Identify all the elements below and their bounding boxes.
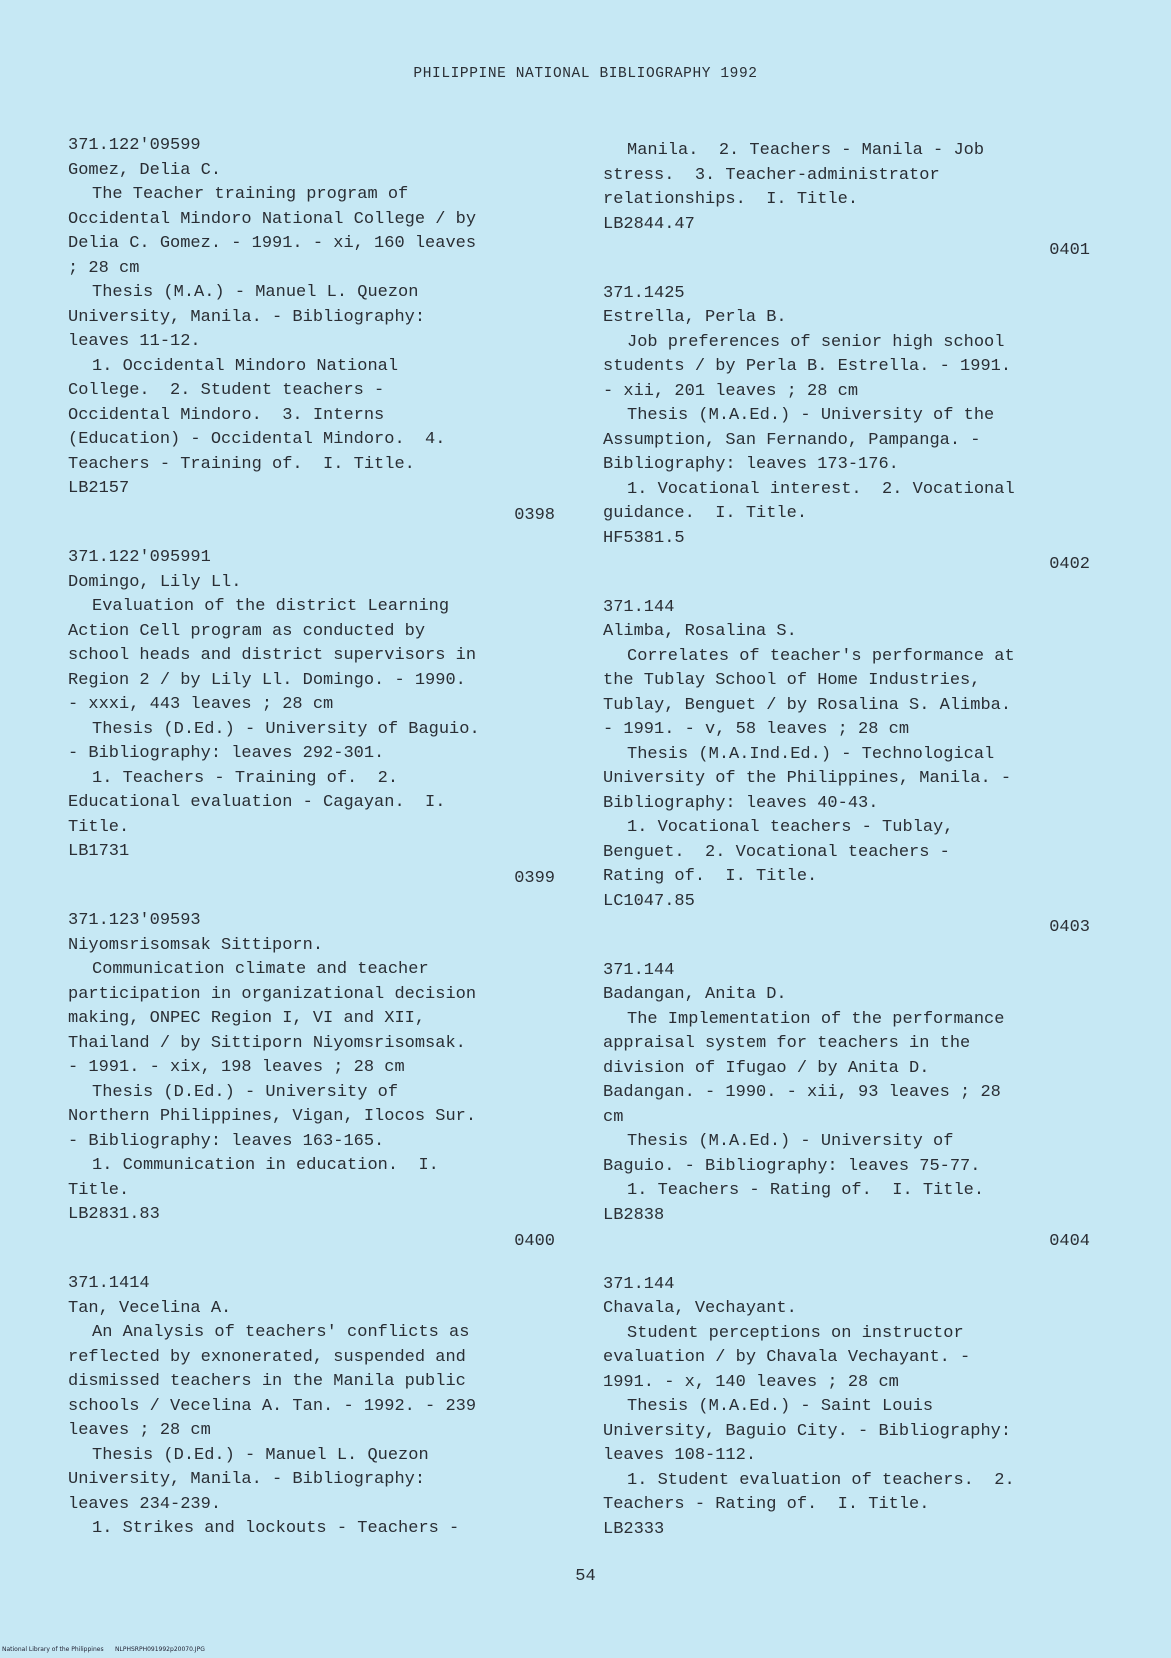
note-line: Thesis (M.A.Ed.) - University of the	[627, 406, 995, 425]
entry-number: 0398	[514, 505, 555, 525]
class-number: 371.144	[603, 1274, 675, 1294]
subject-line: Benguet. 2. Vocational teachers -	[603, 842, 950, 862]
subject-line: 1. Occidental Mindoro National	[92, 356, 399, 376]
subject-line: Manila. 2. Teachers - Manila - Job	[627, 141, 985, 160]
subject-line: Rating of. I. Title.	[603, 867, 818, 886]
call-number: HF5381.5	[603, 528, 685, 548]
note-line: Thesis (M.A.Ed.) - University of	[627, 1132, 954, 1151]
title-line: Action Cell program as conducted by	[68, 621, 426, 641]
author: Domingo, Lily Ll.	[68, 572, 242, 592]
title-line: - xii, 201 leaves ; 28 cm	[603, 381, 859, 401]
right-column	[603, 139, 1093, 1560]
title-line: Communication climate and teacher	[92, 960, 429, 979]
title-line: the Tublay School of Home Industries,	[603, 671, 981, 690]
subject-line: relationships. I. Title.	[603, 190, 859, 209]
call-number: LB1731	[68, 842, 130, 861]
bibliography-entry	[603, 139, 1093, 264]
class-number: 371.144	[603, 960, 675, 980]
note-line: Bibliography: leaves 173-176.	[603, 455, 899, 474]
title-line: schools / Vecelina A. Tan. - 1992. - 239	[68, 1396, 477, 1416]
note-line: leaves 108-112.	[603, 1446, 757, 1465]
note-line: University of the Philippines, Manila. -	[603, 769, 1012, 788]
entry-number: 0404	[1049, 1232, 1090, 1251]
class-number: 371.123'09593	[68, 911, 201, 930]
note-line: Thesis (M.A.) - Manuel L. Quezon	[92, 283, 419, 302]
note-line: Northern Philippines, Vigan, Ilocos Sur.	[68, 1107, 477, 1126]
bibliography-entry	[68, 546, 558, 891]
subject-line: Title.	[68, 1180, 130, 1200]
note-line: University, Baguio City. - Bibliography:	[603, 1421, 1012, 1441]
title-line: reflected by exnonerated, suspended and	[68, 1347, 466, 1367]
subject-line: Title.	[68, 817, 130, 837]
note-line: - Bibliography: leaves 292-301.	[68, 744, 385, 763]
subject-line: (Education) - Occidental Mindoro. 4.	[68, 430, 446, 449]
title-line: Thailand / by Sittiporn Niyomsrisomsak.	[68, 1033, 466, 1053]
subject-line: guidance. I. Title.	[603, 504, 808, 523]
subject-line: Teachers - Training of. I. Title.	[68, 454, 415, 474]
title-line: appraisal system for teachers in the	[603, 1034, 971, 1053]
title-line: The Implementation of the performance	[627, 1009, 1005, 1029]
title-line: students / by Perla B. Estrella. - 1991.	[603, 357, 1012, 376]
page-number: 54	[575, 1567, 596, 1586]
title-line: evaluation / by Chavala Vechayant. -	[603, 1348, 971, 1367]
title-line: Correlates of teacher's performance at	[627, 646, 1015, 666]
note-line: leaves 234-239.	[68, 1494, 222, 1514]
author: Tan, Vecelina A.	[68, 1298, 232, 1318]
class-number: 371.122'095991	[68, 548, 211, 567]
title-line: Occidental Mindoro National College / by	[68, 209, 477, 229]
subject-line: College. 2. Student teachers -	[68, 381, 385, 400]
bibliography-entry	[603, 282, 1093, 578]
subject-line: 1. Teachers - Rating of. I. Title.	[627, 1181, 985, 1200]
author: Badangan, Anita D.	[603, 985, 787, 1004]
class-number: 371.122'09599	[68, 136, 201, 155]
entry-number: 0401	[1049, 241, 1090, 260]
footer-library: National Library of the Philippines	[2, 1646, 104, 1653]
call-number: LB2831.83	[68, 1205, 160, 1224]
bibliography-entry	[603, 596, 1093, 941]
author: Niyomsrisomsak Sittiporn.	[68, 935, 324, 955]
note-line: - Bibliography: leaves 163-165.	[68, 1131, 385, 1151]
class-number: 371.1425	[603, 283, 685, 303]
call-number: LB2157	[68, 479, 130, 498]
call-number: LC1047.85	[603, 891, 695, 911]
call-number: LB2838	[603, 1205, 665, 1225]
note-line: Baguio. - Bibliography: leaves 75-77.	[603, 1156, 981, 1176]
note-line: University, Manila. - Bibliography:	[68, 1470, 426, 1489]
footer	[2, 1646, 205, 1653]
title-line: dismissed teachers in the Manila public	[68, 1372, 466, 1391]
call-number: LB2333	[603, 1519, 665, 1539]
title-line: Evaluation of the district Learning	[92, 597, 450, 616]
footer-file: NLPHSRPH091992p20070.JPG	[115, 1646, 205, 1653]
bibliography-entry	[68, 1272, 558, 1542]
title-line: Delia C. Gomez. - 1991. - xi, 160 leaves	[68, 234, 477, 253]
bibliography-entry	[603, 1273, 1093, 1543]
title-line: Region 2 / by Lily Ll. Domingo. - 1990.	[68, 670, 466, 690]
title-line: 1991. - x, 140 leaves ; 28 cm	[603, 1372, 899, 1392]
subject-line: 1. Communication in education. I.	[92, 1156, 439, 1175]
title-line: leaves ; 28 cm	[68, 1421, 211, 1440]
bibliography-entry	[68, 134, 558, 528]
title-line: cm	[603, 1107, 624, 1127]
bibliography-entry	[603, 959, 1093, 1255]
author: Alimba, Rosalina S.	[603, 622, 797, 641]
class-number: 371.144	[603, 597, 675, 617]
title-line: Job preferences of senior high school	[627, 332, 1005, 352]
subject-line: 1. Strikes and lockouts - Teachers -	[92, 1519, 460, 1538]
entry-number: 0402	[1049, 555, 1090, 574]
subject-line: Teachers - Rating of. I. Title.	[603, 1495, 930, 1514]
note-line: University, Manila. - Bibliography:	[68, 307, 426, 327]
note-line: Thesis (M.A.Ed.) - Saint Louis	[627, 1397, 934, 1416]
title-line: Badangan. - 1990. - xii, 93 leaves ; 28	[603, 1083, 1001, 1102]
subject-line: stress. 3. Teacher-administrator	[603, 165, 940, 185]
note-line: Thesis (D.Ed.) - Manuel L. Quezon	[92, 1445, 429, 1465]
title-line: Tublay, Benguet / by Rosalina S. Alimba.	[603, 695, 1012, 715]
author: Estrella, Perla B.	[603, 308, 787, 327]
note-line: leaves 11-12.	[68, 332, 201, 351]
title-line: - 1991. - xix, 198 leaves ; 28 cm	[68, 1058, 405, 1077]
left-column	[68, 134, 558, 1560]
title-line: An Analysis of teachers' conflicts as	[92, 1323, 470, 1342]
title-line: division of Ifugao / by Anita D.	[603, 1058, 930, 1078]
entry-number: 0400	[514, 1231, 555, 1251]
title-line: ; 28 cm	[68, 258, 140, 278]
entry-number: 0403	[1049, 918, 1090, 937]
title-line: - 1991. - v, 58 leaves ; 28 cm	[603, 720, 910, 739]
subject-line: Educational evaluation - Cagayan. I.	[68, 793, 446, 812]
bibliography-entry	[68, 909, 558, 1254]
note-line: Thesis (M.A.Ind.Ed.) - Technological	[627, 744, 995, 764]
subject-line: 1. Vocational interest. 2. Vocational	[627, 479, 1015, 499]
note-line: Thesis (D.Ed.) - University of	[92, 1082, 399, 1102]
title-line: - xxxi, 443 leaves ; 28 cm	[68, 695, 334, 714]
title-line: The Teacher training program of	[92, 185, 409, 204]
call-number: LB2844.47	[603, 214, 695, 234]
title-line: making, ONPEC Region I, VI and XII,	[68, 1009, 426, 1028]
note-line: Assumption, San Fernando, Pampanga. -	[603, 430, 981, 450]
subject-line: 1. Student evaluation of teachers. 2.	[627, 1470, 1015, 1490]
title-line: participation in organizational decision	[68, 984, 477, 1004]
author: Chavala, Vechayant.	[603, 1299, 797, 1318]
title-line: school heads and district supervisors in	[68, 646, 477, 665]
page-header: PHILIPPINE NATIONAL BIBLIOGRAPHY 1992	[413, 66, 758, 82]
note-line: Thesis (D.Ed.) - University of Baguio.	[92, 719, 480, 739]
note-line: Bibliography: leaves 40-43.	[603, 793, 879, 813]
entry-number: 0399	[514, 868, 555, 888]
subject-line: Occidental Mindoro. 3. Interns	[68, 405, 385, 425]
author: Gomez, Delia C.	[68, 160, 222, 180]
title-line: Student perceptions on instructor	[627, 1323, 964, 1343]
class-number: 371.1414	[68, 1274, 150, 1293]
subject-line: 1. Teachers - Training of. 2.	[92, 768, 399, 788]
subject-line: 1. Vocational teachers - Tublay,	[627, 818, 954, 837]
